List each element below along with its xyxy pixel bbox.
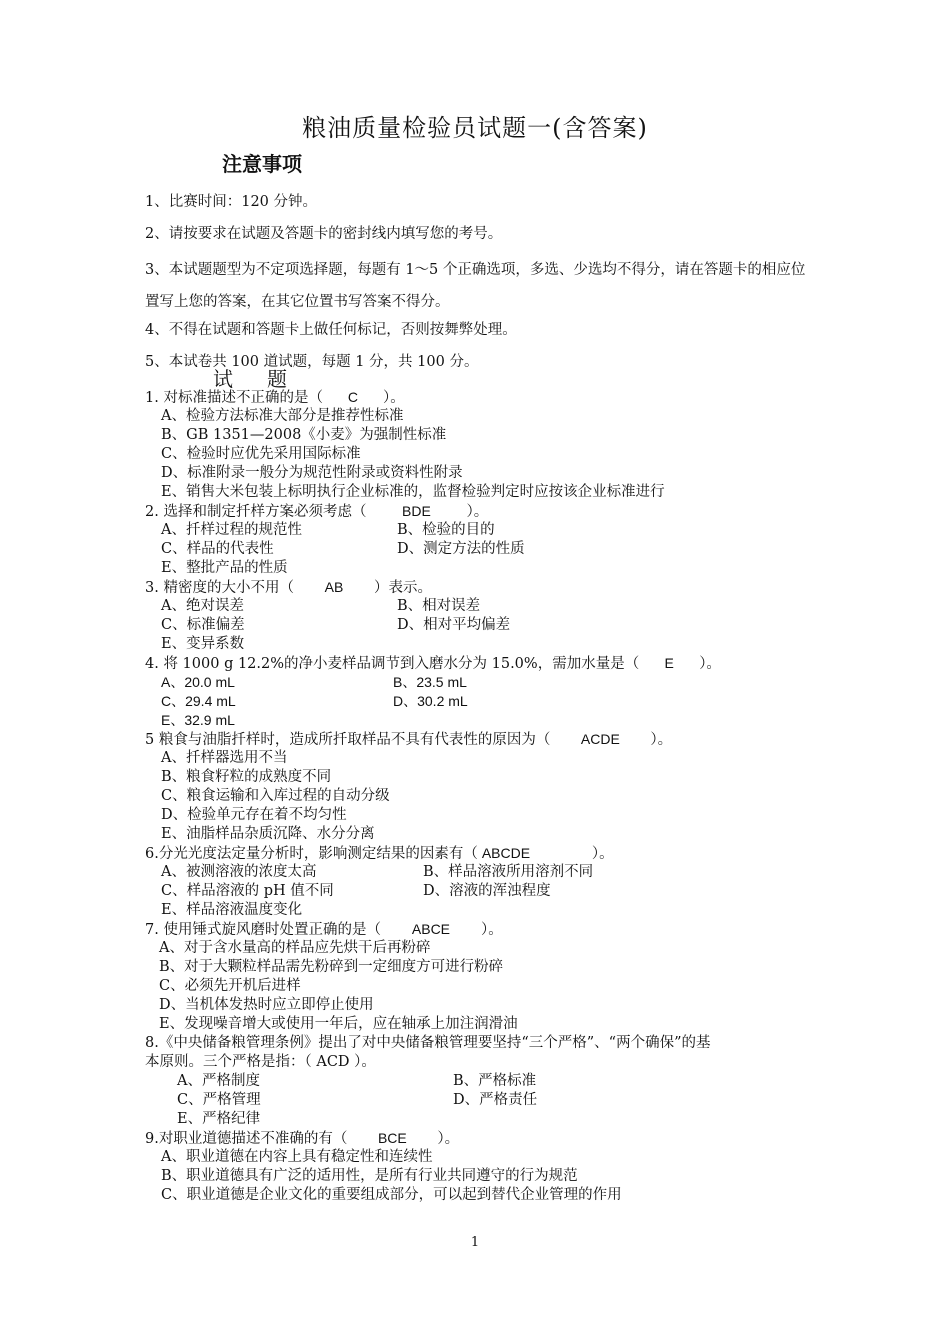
question-stem [145,730,825,749]
section-heading: 试题 [213,367,321,391]
answer-text: C [347,389,359,405]
option-c: C、严格管理 [177,1092,261,1108]
option-c: C、样品的代表性 [161,541,274,557]
option-a: A、检验方法标准大部分是推荐性标准 [161,408,404,424]
stem-end: ）。 [650,732,673,748]
option-d: D、相对平均偏差 [397,617,511,633]
question-stem [145,844,825,863]
option-e: E、变异系数 [161,636,245,652]
answer-text: ABCE [411,921,451,937]
option-d: D、标准附录一般分为规范性附录或资料性附录 [161,465,463,481]
page-number: 1 [470,1235,480,1250]
option-a: A、绝对误差 [161,598,244,614]
option-d: D、检验单元存在着不均匀性 [161,807,347,823]
option-row [145,540,825,559]
question-stem-continued: 本原则。三个严格是指：（ ACD ）。 [145,1054,376,1070]
option-e: E、整批产品的性质 [161,560,288,576]
stem-text: 6.分光光度法定量分析时，影响测定结果的因素有（ [145,846,478,862]
question-list [145,388,825,1205]
option-b: B、相对误差 [397,598,481,614]
option-d: D、溶液的浑浊程度 [423,883,551,899]
option-b: B、23.5 mL [393,674,467,690]
notice-item: 4、不得在试题和答题卡上做任何标记，否则按舞弊处理。 [145,322,517,338]
option-row [145,882,825,901]
stem-text: 7. 使用锤式旋风磨时处置正确的是（ [145,922,381,938]
stem-end: ）。 [591,846,614,862]
notice-item: 3、本试题题型为不定项选择题，每题有 1～5 个正确选项，多选、少选均不得分，请在答题卡的相应位置写上您的答案，在其它位置书写答案不得分。 [145,262,806,310]
stem-end: ）。 [382,390,405,406]
option-b: B、职业道德具有广泛的适用性，是所有行业共同遵守的行为规范 [161,1168,578,1184]
option-b: B、严格标准 [453,1073,537,1089]
answer-text: BDE [402,503,431,519]
option-b: B、粮食籽粒的成熟度不同 [161,769,332,785]
option-e: E、样品溶液温度变化 [161,902,303,918]
option-d: D、严格责任 [453,1092,538,1108]
notice-item: 1、比赛时间：120 分钟。 [145,194,318,210]
option-d: D、测定方法的性质 [397,541,525,557]
answer-text: ACDE [580,731,620,747]
option-e: E、销售大米包装上标明执行企业标准的，监督检验判定时应按该企业标准进行 [161,484,665,500]
option-c: C、粮食运输和入库过程的自动分级 [161,788,390,804]
option-c: C、29.4 mL [161,693,236,709]
question-stem [145,388,825,407]
stem-end: ）。 [480,922,503,938]
option-d: D、当机体发热时应立即停止使用 [159,997,374,1013]
option-row [145,673,825,692]
stem-text: 2. 选择和制定扦样方案必须考虑（ [145,504,367,520]
option-b: B、检验的目的 [397,522,495,538]
answer-text: ABCDE [481,845,531,861]
stem-text: 1. 对标准描述不正确的是（ [145,390,323,406]
answer-text: E [664,655,674,671]
notice-item: 2、请按要求在试题及答题卡的密封线内填写您的考号。 [145,226,503,242]
option-row [145,863,825,882]
stem-end: ）。 [437,1131,460,1147]
option-a: A、扦样器选用不当 [161,750,288,766]
stem-text: 4. 将 1000 g 12.2%的净小麦样品调节到入磨水分为 15.0%，需加水量是（ [145,656,640,672]
option-b: B、对于大颗粒样品需先粉碎到一定细度方可进行粉碎 [159,959,504,975]
option-e: E、严格纪律 [177,1111,261,1127]
stem-end: ）。 [699,656,721,672]
option-a: A、严格制度 [177,1073,260,1089]
option-a: A、对于含水量高的样品应先烘干后再粉碎 [159,940,431,956]
stem-text: 5 粮食与油脂扦样时，造成所扦取样品不具有代表性的原因为（ [145,732,551,748]
stem-end: ）表示。 [373,580,432,596]
question-stem [145,654,825,673]
option-row [145,1091,825,1110]
answer-text: AB [324,579,344,595]
stem-text: 9.对职业道德描述不准确的有（ [145,1131,348,1147]
option-row [145,616,825,635]
option-b: B、GB 1351—2008《小麦》为强制性标准 [161,427,447,443]
option-row [145,1072,825,1091]
option-row [145,692,825,711]
option-c: C、样品溶液的 pH 值不同 [161,883,334,899]
option-e: E、发现噪音增大或使用一年后，应在轴承上加注润滑油 [159,1016,518,1032]
option-b: B、样品溶液所用溶剂不同 [423,864,594,880]
question-stem [145,502,825,521]
option-c: C、必须先开机后进样 [159,978,301,994]
option-a: A、职业道德在内容上具有稳定性和连续性 [161,1149,433,1165]
option-c: C、检验时应优先采用国际标准 [161,446,361,462]
option-a: A、扦样过程的规范性 [161,522,302,538]
option-row [145,521,825,540]
notice-heading: 注意事项 [222,152,302,176]
notice-item: 5、本试卷共 100 道试题，每题 1 分，共 100 分。 [145,354,479,370]
question-stem [145,920,825,939]
stem-text: 3. 精密度的大小不用（ [145,580,294,596]
option-e: E、32.9 mL [161,712,235,728]
option-d: D、30.2 mL [393,693,468,709]
question-stem: 8.《中央储备粮管理条例》提出了对中央储备粮管理要坚持“三个严格”、“两个确保”的基 [145,1035,711,1051]
question-stem [145,578,825,597]
option-c: C、标准偏差 [161,617,245,633]
option-a: A、20.0 mL [161,674,235,690]
option-c: C、职业道德是企业文化的重要组成部分，可以起到替代企业管理的作用 [161,1187,622,1203]
option-a: A、被测溶液的浓度太高 [161,864,317,880]
stem-end: ）。 [466,504,489,520]
page-title: 粮油质量检验员试题一(含答案) [302,114,648,142]
option-row [145,597,825,616]
option-e: E、油脂样品杂质沉降、水分分离 [161,826,375,842]
question-stem [145,1129,825,1148]
answer-text: BCE [377,1130,407,1146]
